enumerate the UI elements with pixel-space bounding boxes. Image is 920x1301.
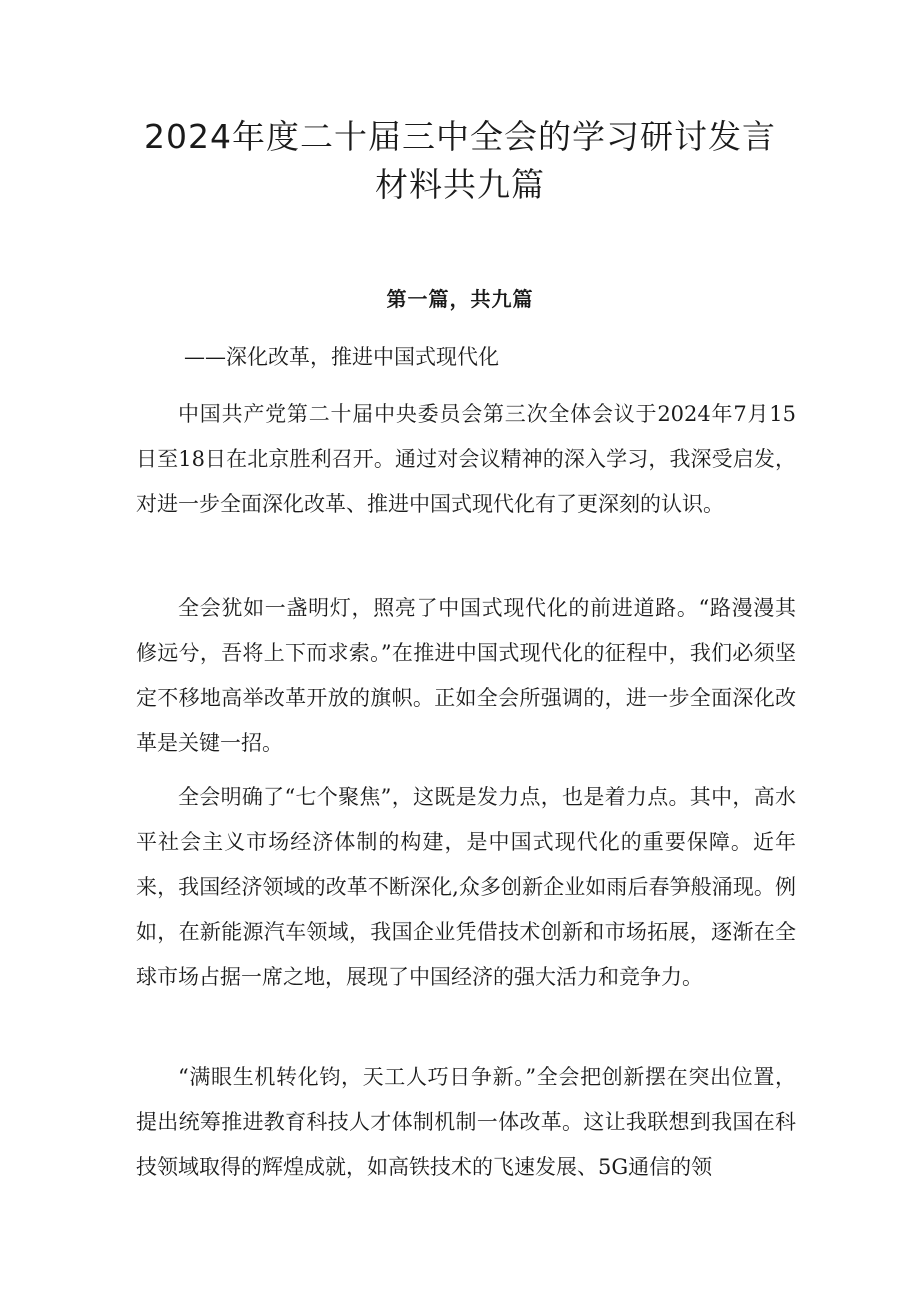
paragraph-1: 中国共产党第二十届中央委员会第三次全体会议于2024年7月15日至18日在北京胜利召开。通过对会议精神的深入学习，我深受启发，对进一步全面深化改革、推进中国式现代化有了更深刻的认识。	[136, 402, 796, 516]
section-heading: 第一篇，共九篇	[386, 287, 534, 311]
paragraph-2: 全会犹如一盏明灯，照亮了中国式现代化的前进道路。“路漫漫其修远兮，吾将上下而求索。”在推进中国式现代化的征程中，我们必须坚定不移地高举改革开放的旗帜。正如全会所强调的，进一步全面深化改革是关键一招。	[136, 596, 796, 755]
paragraph-4: “满眼生机转化钧，天工人巧日争新。”全会把创新摆在突出位置，提出统筹推进教育科技人才体制机制一体改革。这让我联想到我国在科技领域取得的辉煌成就，如高铁技术的飞速发展、5G通信的领	[136, 1065, 796, 1179]
section-subtitle: ——深化改革，推进中国式现代化	[184, 345, 499, 369]
document-title-line-2: 材料共九篇	[375, 165, 545, 204]
document-title-line-1: 2024年度二十届三中全会的学习研讨发言	[144, 117, 776, 156]
paragraph-3: 全会明确了“七个聚焦”，这既是发力点，也是着力点。其中，高水平社会主义市场经济体制的构建，是中国式现代化的重要保障。近年来，我国经济领域的改革不断深化,众多创新企业如雨后春笋般涌现。例如，在新能源汽车领域，我国企业凭借技术创新和市场拓展，逐渐在全球市场占据一席之地，展现了中国经济的强大活力和竞争力。	[136, 785, 796, 989]
